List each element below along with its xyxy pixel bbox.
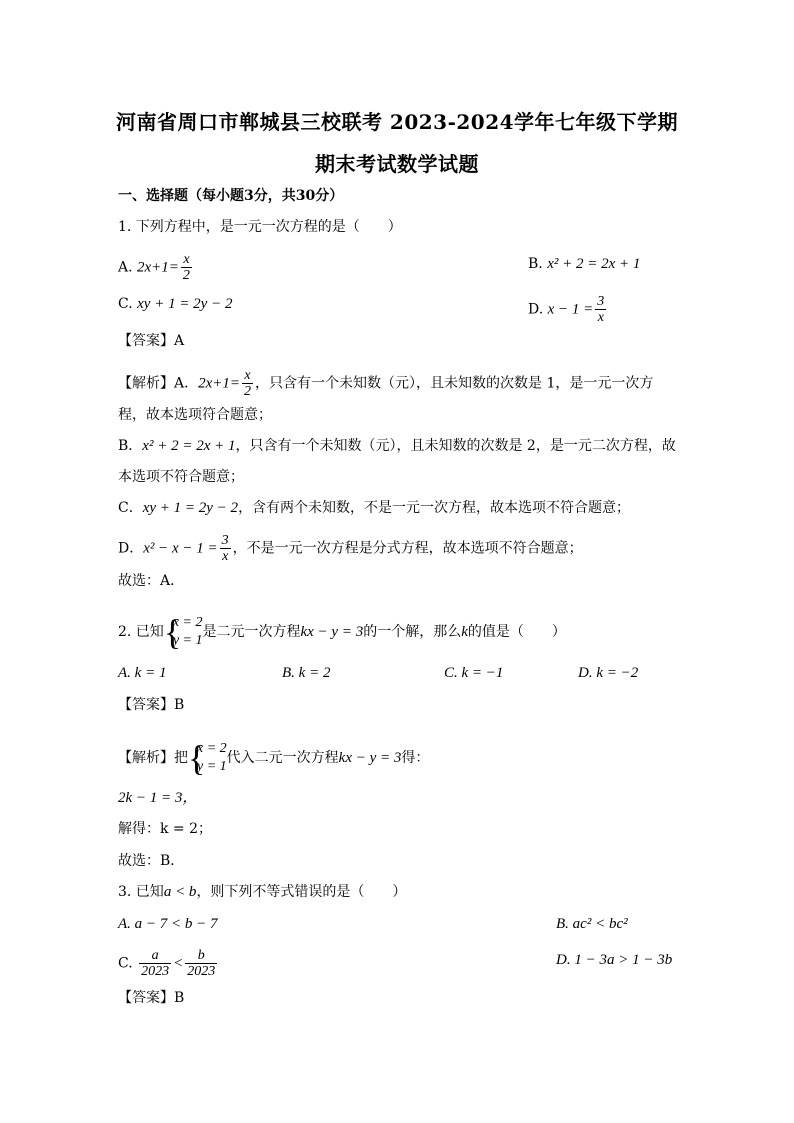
q1-d-label: D. <box>528 301 544 318</box>
q1-exp2-expr: x² + 2 = 2x + 1 <box>142 438 236 454</box>
q2-exp-system <box>188 740 227 776</box>
q3-c-num-1: a <box>139 948 171 964</box>
q1-answer: 【答案】A <box>118 333 185 349</box>
q2-post: 的一个解，那么 <box>363 624 462 640</box>
q3-stem-cond: a < b <box>163 884 197 900</box>
q1-exp4-text: ，不是一元一次方程是分式方程，故本选项不符合题意； <box>232 540 583 557</box>
q3-stem-pre: 3. 已知 <box>118 884 164 900</box>
title-line-1: 河南省周口市郸城县三校联考 2023-2024学年七年级下学期 <box>115 110 679 134</box>
q2-post2: 的值是（ ） <box>467 624 566 640</box>
q3-stem <box>118 882 406 902</box>
q1-a-fraction <box>181 252 192 283</box>
q1-exp1-text: ，只含有一个未知数（元），且未知数的次数是 1，是一元一次方 <box>255 375 654 392</box>
q2-option-b: B. k = 2 <box>282 665 331 681</box>
q2-mid: 是二元一次方程 <box>202 624 301 640</box>
q1-b-label: B. <box>528 256 543 272</box>
q2-exp-sys-row-1: x = 2 <box>197 741 227 756</box>
q2-exp-eq: kx − y = 3 <box>338 750 402 766</box>
q2-sys-row-1: x = 2 <box>172 615 203 630</box>
q2-exp-mid: 代入二元一次方程 <box>226 750 339 766</box>
q1-a-den: 2 <box>182 268 190 283</box>
q2-stem <box>118 614 566 650</box>
q1-explanation-d <box>118 533 583 564</box>
q2-system <box>164 614 203 650</box>
q1-exp4-lhs: x² − x − 1 = <box>143 540 218 557</box>
q3-c-den-2: 2023 <box>187 964 216 979</box>
q2-explanation <box>118 740 429 776</box>
q1-b-expr: x² + 2 = 2x + 1 <box>547 256 641 272</box>
q2-exp-sys-row-2: y = 1 <box>197 759 227 774</box>
q3-c-den-1: 2023 <box>141 964 170 979</box>
q1-d-num: 3 <box>597 294 605 309</box>
q1-option-d <box>528 294 608 325</box>
q1-a-num: x <box>181 252 192 268</box>
q3-c-num-2: b <box>185 948 217 964</box>
q2-step-2: 解得：k = 2； <box>118 821 213 837</box>
q3-c-lt: < <box>173 955 184 972</box>
q3-option-d: D. 1 − 3a > 1 − 3b <box>556 952 673 968</box>
q2-conclusion: 故选：B． <box>118 853 185 869</box>
q2-eq: kx − y = 3 <box>300 624 364 640</box>
q3-answer: 【答案】B <box>118 990 185 1006</box>
q1-exp3-tag: C． <box>118 500 143 516</box>
q1-exp1-lhs: 2x+1= <box>198 375 241 392</box>
q1-option-a <box>118 252 194 283</box>
q1-exp4-den: x <box>222 549 229 564</box>
q1-conclusion: 故选：A． <box>118 573 185 589</box>
q3-option-b: B. ac² < bc² <box>556 916 628 932</box>
q1-option-c <box>118 294 232 314</box>
left-brace-icon: { <box>188 738 206 778</box>
q1-exp4-num: 3 <box>221 533 229 548</box>
q3-stem-post: ，则下列不等式错误的是（ ） <box>196 884 407 900</box>
q1-c-expr: xy + 1 = 2y − 2 <box>137 296 233 312</box>
q1-exp3-text: ，含有两个未知数，不是一元一次方程，故本选项不符合题意； <box>238 500 631 516</box>
q1-exp2-tag: B． <box>118 438 143 454</box>
q1-exp1-den: 2 <box>244 384 252 399</box>
q1-explanation-c <box>118 498 630 518</box>
q3-c-fraction-1 <box>139 948 171 979</box>
q2-exp-tag: 【解析】把 <box>118 750 188 766</box>
q1-c-label: C. <box>118 296 133 312</box>
q1-exp1-fraction <box>242 368 253 399</box>
q1-explanation-b <box>118 436 676 456</box>
q1-exp1-tag: 【解析】A． <box>118 375 199 392</box>
q1-a-lhs: 2x+1= <box>137 259 179 276</box>
q3-option-c <box>118 948 219 979</box>
q1-exp2-text: ，只含有一个未知数（元），且未知数的次数是 2，是一元二次方程，故 <box>235 438 676 454</box>
title-line-2: 期末考试数学试题 <box>315 152 479 176</box>
left-brace-icon: { <box>163 612 182 652</box>
q1-stem: 1. 下列方程中，是一元一次方程的是（ ） <box>118 219 402 235</box>
q1-option-b <box>528 254 640 274</box>
q3-c-fraction-2 <box>185 948 217 979</box>
q2-k: k <box>461 624 468 640</box>
q1-d-den: x <box>597 310 604 325</box>
q1-exp3-expr: xy + 1 = 2y − 2 <box>142 500 239 516</box>
q2-sys-row-2: y = 1 <box>172 633 203 648</box>
q2-option-a: A. k = 1 <box>118 665 167 681</box>
q2-step-1: 2k − 1 = 3， <box>118 790 198 806</box>
q2-option-d: D. k = −2 <box>578 665 639 681</box>
q2-answer: 【答案】B <box>118 697 185 713</box>
q1-exp2-cont: 本选项不符合题意； <box>118 469 244 485</box>
q1-d-lhs: x − 1 = <box>547 301 594 318</box>
q3-option-a: A. a − 7 < b − 7 <box>118 916 218 932</box>
q2-exp-post: 得： <box>401 750 430 766</box>
q1-exp1-num: x <box>242 368 253 384</box>
q1-a-label: A. <box>118 259 133 276</box>
q1-d-fraction <box>595 294 606 325</box>
q1-exp1-cont: 程，故本选项符合题意； <box>118 407 272 423</box>
q2-option-c: C. k = −1 <box>444 665 504 681</box>
q1-exp4-fraction <box>220 533 231 564</box>
q3-c-label: C. <box>118 955 133 972</box>
section-heading: 一、选择题（每小题3分，共30分） <box>118 188 344 204</box>
q1-explanation-a <box>118 368 653 399</box>
q1-exp4-tag: D． <box>118 540 144 557</box>
q2-pre: 2. 已知 <box>118 624 164 640</box>
